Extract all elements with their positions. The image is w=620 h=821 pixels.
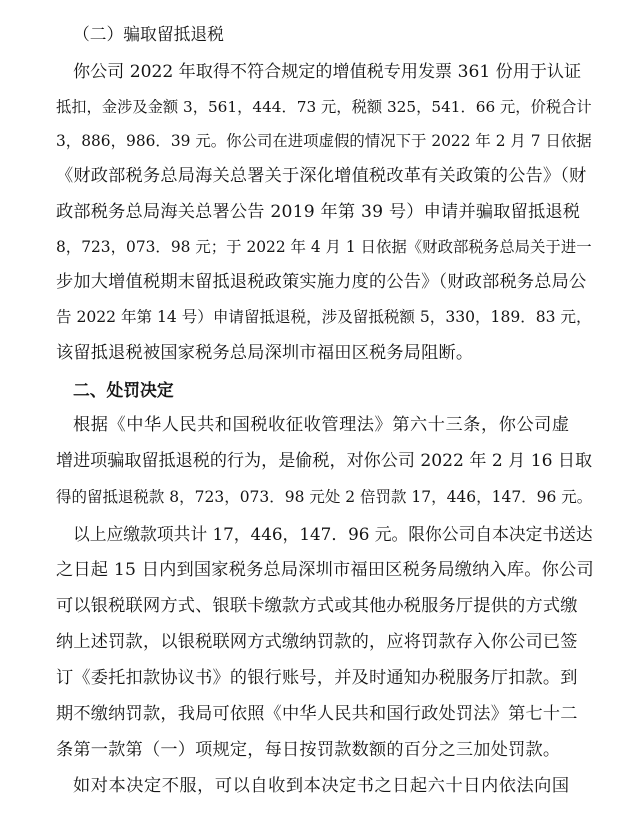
para1-line-9: 该留抵退税被国家税务总局深圳市福田区税务局阻断。 — [56, 343, 474, 363]
para3-line-7: 条第一款第（一）项规定，每日按罚款数额的百分之三加处罚款。 — [56, 740, 561, 760]
para3-line-4: 纳上述罚款，以银税联网方式缴纳罚款的，应将罚款存入你公司已签 — [56, 632, 578, 652]
para1-line-5: 政部税务总局海关总署公告 2019 年第 39 号）申请并骗取留抵退税 — [56, 202, 581, 222]
para1-line-7: 步加大增值税期末留抵退税政策实施力度的公告》（财政部税务总局公 — [56, 272, 587, 292]
para2-line-2: 增进项骗取留抵退税的行为，是偷税，对你公司 2022 年 2 月 16 日取 — [56, 451, 593, 471]
para3-line-6: 期不缴纳罚款，我局可依照《中华人民共和国行政处罚法》第七十二 — [56, 704, 578, 724]
sub-section-heading: （二）骗取留抵退税 — [73, 24, 224, 44]
para1-line-1: 你公司 2022 年取得不符合规定的增值税专用发票 361 份用于认证 — [73, 62, 582, 82]
para2-line-3: 得的留抵退税款 8，723，073．98 元处 2 倍罚款 17，446，147．96 元。 — [56, 488, 593, 506]
para3-line-3: 可以银税联网方式、银联卡缴款方式或其他办税服务厅提供的方式缴 — [56, 596, 578, 616]
para1-line-4: 《财政部税务总局海关总署关于深化增值税改革有关政策的公告》（财 — [56, 166, 587, 186]
para1-line-3: 3，886，986．39 元。你公司在进项虚假的情况下于 2022 年 2 月 7 日依据 — [56, 132, 592, 150]
para1-line-6: 8，723，073．98 元；于 2022 年 4 月 1 日依据《财政部税务总局关于进一 — [56, 238, 592, 256]
section-heading: 二、处罚决定 — [73, 380, 174, 400]
para2-line-1: 根据《中华人民共和国税收征收管理法》第六十三条，你公司虚 — [73, 415, 570, 435]
para3-line-1: 以上应缴款项共计 17，446，147．96 元。限你公司自本决定书送达 — [73, 524, 593, 544]
para1-line-2: 抵扣，金涉及金额 3，561，444．73 元，税额 325，541．66 元，价税合计 — [56, 98, 592, 116]
para4-line-1: 如对本决定不服，可以自收到本决定书之日起六十日内依法向国 — [73, 776, 570, 796]
para3-line-2: 之日起 15 日内到国家税务总局深圳市福田区税务局缴纳入库。你公司 — [56, 560, 594, 580]
para3-line-5: 订《委托扣款协议书》的银行账号，并及时通知办税服务厅扣款。到 — [56, 668, 578, 688]
para1-line-8: 告 2022 年第 14 号）申请留抵退税，涉及留抵税额 5，330，189．83 元， — [56, 308, 592, 326]
